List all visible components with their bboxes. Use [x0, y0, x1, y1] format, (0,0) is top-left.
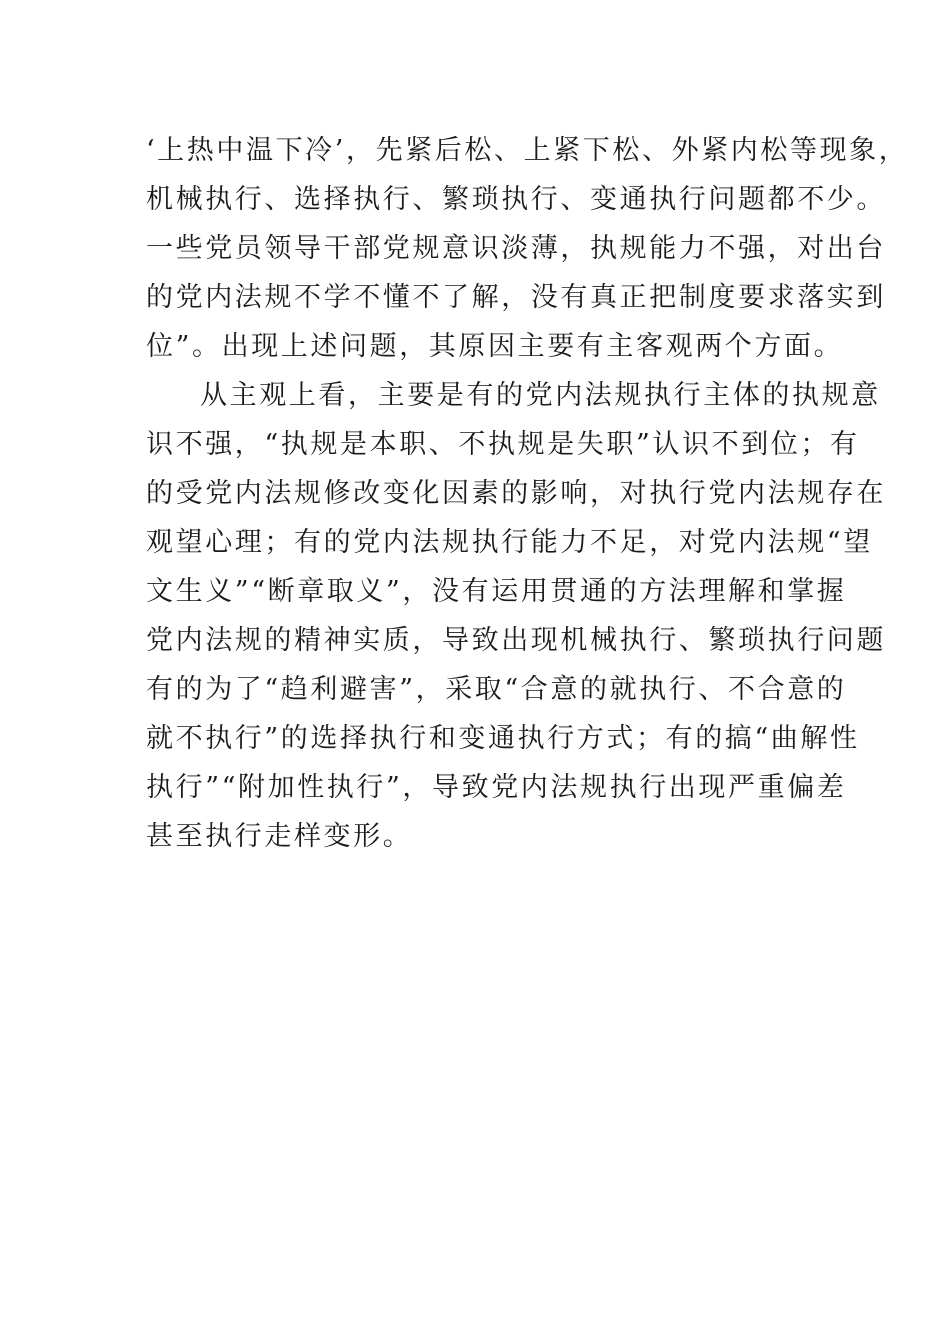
text-line-8: 的受党内法规修改变化因素的影响，对执行党内法规存在: [146, 478, 886, 509]
text-line-3: 一些党员领导干部党规意识淡薄，执规能力不强，对出台: [146, 233, 886, 264]
text-line-2: 机械执行、选择执行、繁琐执行、变通执行问题都不少。: [146, 184, 886, 215]
text-line-11: 党内法规的精神实质，导致出现机械执行、繁琐执行问题: [146, 625, 886, 656]
document-body: [146, 126, 909, 861]
text-line-4: 的党内法规不学不懂不了解，没有真正把制度要求落实到: [146, 282, 886, 313]
text-line-9: 观望心理；有的党内法规执行能力不足，对党内法规“望: [146, 527, 873, 558]
text-line-7: 识不强，“执规是本职、不执规是失职”认识不到位；有: [146, 429, 860, 460]
text-line-1: ‘上热中温下冷’，先紧后松、上紧下松、外紧内松等现象，: [146, 135, 909, 166]
text-line-12: 有的为了“趋利避害”，采取“合意的就执行、不合意的: [146, 674, 847, 705]
text-line-10: 文生义”“断章取义”，没有运用贯通的方法理解和掌握: [146, 576, 847, 607]
text-line-13: 就不执行”的选择执行和变通执行方式；有的搞“曲解性: [146, 723, 860, 754]
paragraph-start-line: 从主观上看，主要是有的党内法规执行主体的执规意: [200, 380, 881, 411]
text-line-15: 甚至执行走样变形。: [146, 821, 413, 852]
text-line-5: 位”。出现上述问题，其原因主要有主客观两个方面。: [146, 331, 844, 362]
text-line-14: 执行”“附加性执行”，导致党内法规执行出现严重偏差: [146, 772, 847, 803]
